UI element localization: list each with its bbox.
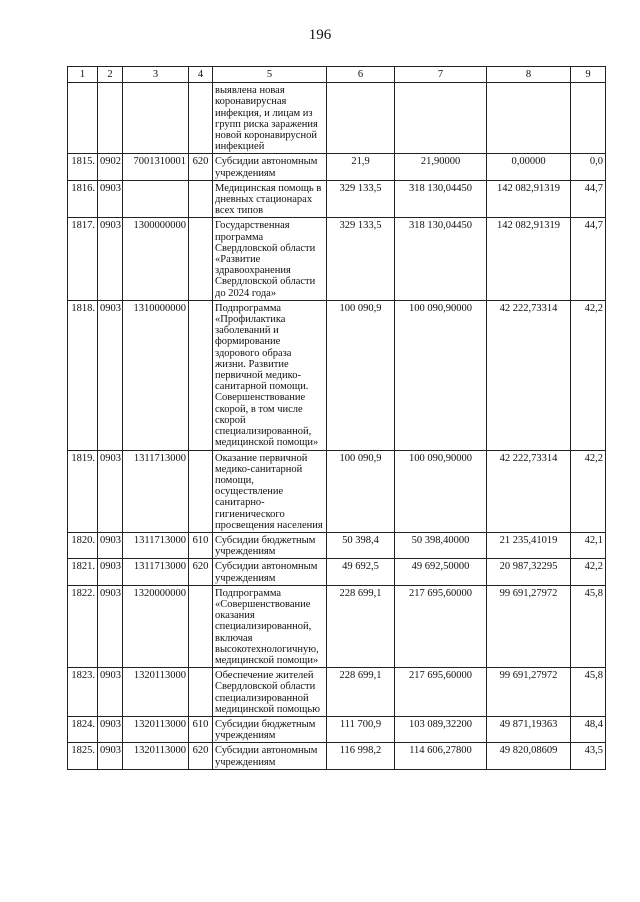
row-number: 1819. [68, 450, 98, 532]
execution-percent: 45,8 [571, 668, 606, 717]
expense-type [189, 180, 213, 218]
expense-type [189, 585, 213, 667]
plan-amount: 116 998,2 [327, 743, 395, 769]
column-header: 8 [487, 67, 571, 83]
row-number: 1825. [68, 743, 98, 769]
adjusted-amount: 100 090,90000 [395, 450, 487, 532]
executed-amount: 99 691,27972 [487, 585, 571, 667]
executed-amount [487, 83, 571, 154]
row-number: 1823. [68, 668, 98, 717]
executed-amount: 49 820,08609 [487, 743, 571, 769]
execution-percent [571, 83, 606, 154]
plan-amount: 50 398,4 [327, 532, 395, 558]
table-row [68, 180, 606, 218]
section-code [98, 83, 123, 154]
column-header: 4 [189, 67, 213, 83]
adjusted-amount: 217 695,60000 [395, 585, 487, 667]
section-code: 0903 [98, 450, 123, 532]
plan-amount: 228 699,1 [327, 668, 395, 717]
section-code: 0903 [98, 218, 123, 300]
section-code: 0903 [98, 743, 123, 769]
adjusted-amount: 50 398,40000 [395, 532, 487, 558]
table-row [68, 154, 606, 180]
row-number: 1822. [68, 585, 98, 667]
execution-percent: 44,7 [571, 218, 606, 300]
item-name: Субсидии автономным учреждениям [213, 743, 327, 769]
target-code: 7001310001 [123, 154, 189, 180]
execution-percent: 45,8 [571, 585, 606, 667]
executed-amount: 99 691,27972 [487, 668, 571, 717]
target-code: 1320113000 [123, 716, 189, 742]
target-code: 1320113000 [123, 743, 189, 769]
expense-type [189, 218, 213, 300]
section-code: 0903 [98, 532, 123, 558]
expense-type: 620 [189, 154, 213, 180]
item-name: Подпрограмма «Профилактика заболеваний и формирование здорового образа жизни. Развитие первичной медико-санитарной помощи. Совершенствование скорой, в том числе скорой специализированной, медицинской помощи» [213, 300, 327, 450]
table-row [68, 585, 606, 667]
item-name: Субсидии автономным учреждениям [213, 559, 327, 585]
target-code [123, 83, 189, 154]
adjusted-amount: 318 130,04450 [395, 180, 487, 218]
expense-type: 620 [189, 559, 213, 585]
item-name: Государственная программа Свердловской области «Развитие здравоохранения Свердловской области до 2024 года» [213, 218, 327, 300]
execution-percent: 0,0 [571, 154, 606, 180]
row-number: 1815. [68, 154, 98, 180]
row-number: 1821. [68, 559, 98, 585]
adjusted-amount: 103 089,32200 [395, 716, 487, 742]
target-code: 1320113000 [123, 668, 189, 717]
item-name: Субсидии бюджетным учреждениям [213, 716, 327, 742]
section-code: 0903 [98, 668, 123, 717]
adjusted-amount [395, 83, 487, 154]
adjusted-amount: 100 090,90000 [395, 300, 487, 450]
item-name: Субсидии бюджетным учреждениям [213, 532, 327, 558]
expense-type [189, 300, 213, 450]
plan-amount: 329 133,5 [327, 218, 395, 300]
execution-percent: 42,2 [571, 450, 606, 532]
column-header: 6 [327, 67, 395, 83]
plan-amount: 329 133,5 [327, 180, 395, 218]
section-code: 0902 [98, 154, 123, 180]
plan-amount: 100 090,9 [327, 450, 395, 532]
target-code: 1310000000 [123, 300, 189, 450]
adjusted-amount: 318 130,04450 [395, 218, 487, 300]
expense-type: 620 [189, 743, 213, 769]
adjusted-amount: 49 692,50000 [395, 559, 487, 585]
row-number [68, 83, 98, 154]
executed-amount: 142 082,91319 [487, 218, 571, 300]
item-name: Обеспечение жителей Свердловской области специализированной медицинской помощью [213, 668, 327, 717]
page-number: 196 [308, 27, 332, 43]
table-body [68, 83, 606, 770]
section-code: 0903 [98, 585, 123, 667]
executed-amount: 20 987,32295 [487, 559, 571, 585]
item-name: выявлена новая коронавирусная инфекция, и лицам из групп риска заражения новой коронавирусной инфекцией [213, 83, 327, 154]
row-number: 1817. [68, 218, 98, 300]
table-row [68, 218, 606, 300]
plan-amount: 100 090,9 [327, 300, 395, 450]
plan-amount: 111 700,9 [327, 716, 395, 742]
expense-type: 610 [189, 532, 213, 558]
table-row [68, 668, 606, 717]
execution-percent: 42,1 [571, 532, 606, 558]
column-header: 1 [68, 67, 98, 83]
row-number: 1816. [68, 180, 98, 218]
target-code: 1300000000 [123, 218, 189, 300]
section-code: 0903 [98, 716, 123, 742]
table-row [68, 450, 606, 532]
executed-amount: 142 082,91319 [487, 180, 571, 218]
column-header: 2 [98, 67, 123, 83]
target-code [123, 180, 189, 218]
executed-amount: 49 871,19363 [487, 716, 571, 742]
adjusted-amount: 217 695,60000 [395, 668, 487, 717]
row-number: 1824. [68, 716, 98, 742]
plan-amount: 21,9 [327, 154, 395, 180]
section-code: 0903 [98, 559, 123, 585]
adjusted-amount: 21,90000 [395, 154, 487, 180]
budget-table [67, 66, 606, 770]
table-row [68, 559, 606, 585]
execution-percent: 43,5 [571, 743, 606, 769]
item-name: Подпрограмма «Совершенствование оказания специализированной, включая высокотехнологичную, медицинской помощи» [213, 585, 327, 667]
column-header: 3 [123, 67, 189, 83]
expense-type [189, 668, 213, 717]
column-header: 7 [395, 67, 487, 83]
plan-amount: 228 699,1 [327, 585, 395, 667]
expense-type: 610 [189, 716, 213, 742]
target-code: 1311713000 [123, 450, 189, 532]
expense-type [189, 83, 213, 154]
execution-percent: 42,2 [571, 559, 606, 585]
table-row [68, 83, 606, 154]
item-name: Медицинская помощь в дневных стационарах всех типов [213, 180, 327, 218]
section-code: 0903 [98, 300, 123, 450]
header-row [68, 67, 606, 83]
row-number: 1818. [68, 300, 98, 450]
row-number: 1820. [68, 532, 98, 558]
execution-percent: 44,7 [571, 180, 606, 218]
execution-percent: 42,2 [571, 300, 606, 450]
table-row [68, 300, 606, 450]
expense-type [189, 450, 213, 532]
executed-amount: 0,00000 [487, 154, 571, 180]
item-name: Оказание первичной медико-санитарной помощи, осуществление санитарно-гигиенического просвещения населения [213, 450, 327, 532]
plan-amount [327, 83, 395, 154]
executed-amount: 42 222,73314 [487, 300, 571, 450]
execution-percent: 48,4 [571, 716, 606, 742]
table-row [68, 532, 606, 558]
column-header: 5 [213, 67, 327, 83]
target-code: 1311713000 [123, 532, 189, 558]
executed-amount: 21 235,41019 [487, 532, 571, 558]
table-row [68, 743, 606, 769]
section-code: 0903 [98, 180, 123, 218]
table-row [68, 716, 606, 742]
executed-amount: 42 222,73314 [487, 450, 571, 532]
target-code: 1311713000 [123, 559, 189, 585]
item-name: Субсидии автономным учреждениям [213, 154, 327, 180]
target-code: 1320000000 [123, 585, 189, 667]
column-header: 9 [571, 67, 606, 83]
adjusted-amount: 114 606,27800 [395, 743, 487, 769]
plan-amount: 49 692,5 [327, 559, 395, 585]
